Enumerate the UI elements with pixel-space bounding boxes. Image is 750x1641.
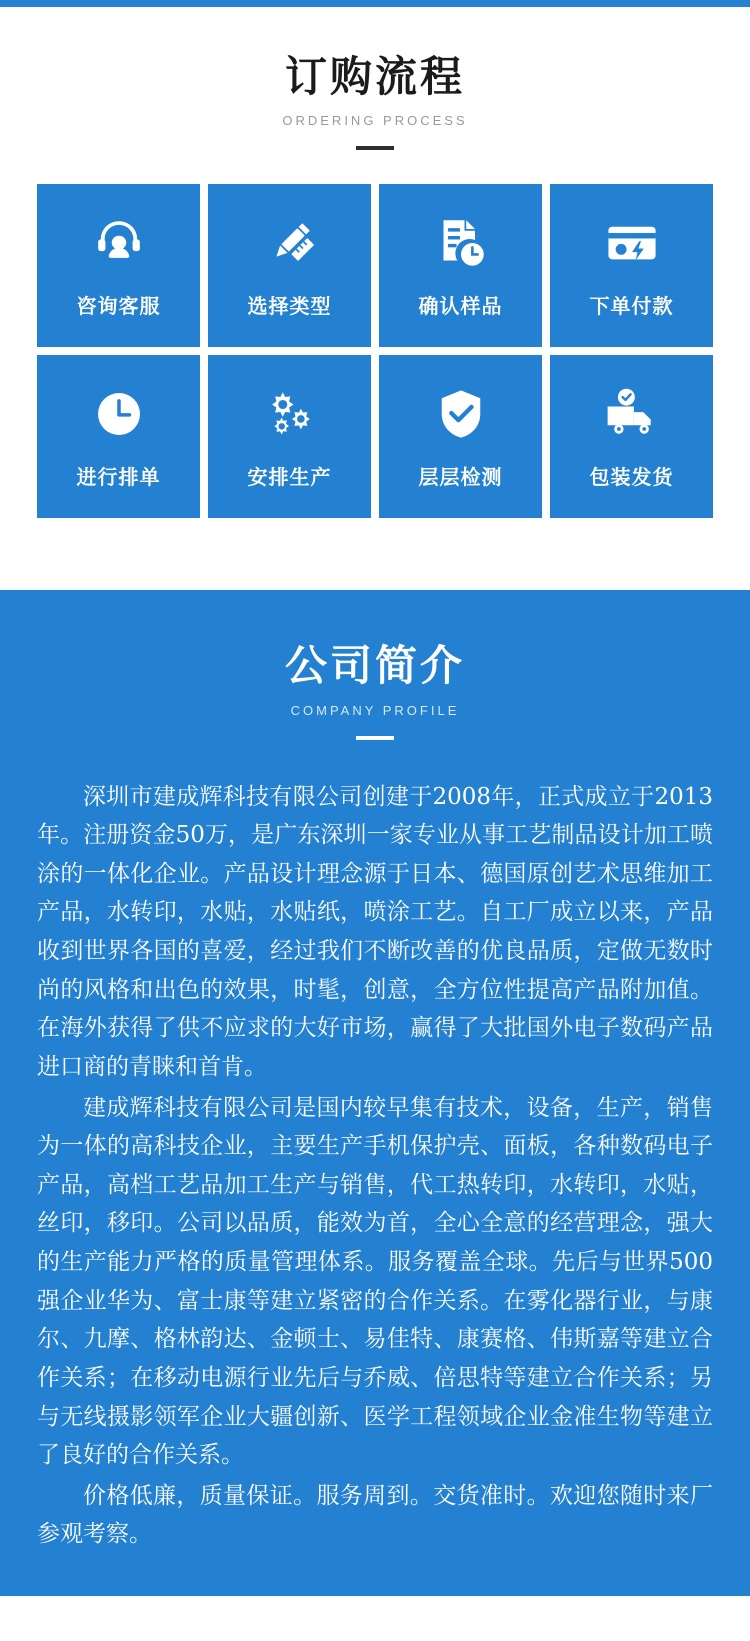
top-accent-rule: [0, 0, 750, 7]
gears-icon: [259, 383, 321, 445]
process-step-5[interactable]: [37, 355, 200, 518]
page-subtitle: ORDERING PROCESS: [282, 113, 468, 129]
process-step-label: 安排生产: [247, 467, 332, 490]
process-step-label: 下单付款: [589, 296, 674, 319]
ordering-process-section: [0, 7, 750, 566]
profile-text: [37, 778, 713, 1555]
headset-support-icon: [88, 212, 150, 274]
process-step-label: 层层检测: [418, 467, 503, 490]
profile-paragraph: 价格低廉，质量保证。服务周到。交货准时。欢迎您随时来厂参观考察。: [37, 1482, 713, 1548]
process-step-1[interactable]: [37, 184, 200, 347]
shield-check-icon: [430, 383, 492, 445]
process-step-label: 咨询客服: [76, 296, 161, 319]
process-tile-grid: [37, 184, 713, 518]
process-step-6[interactable]: [208, 355, 371, 518]
document-clock-icon: [430, 212, 492, 274]
title-divider: [356, 146, 394, 150]
profile-title: 公司简介: [284, 642, 465, 690]
process-step-4[interactable]: [550, 184, 713, 347]
clock-icon: [88, 383, 150, 445]
page-title: 订购流程: [284, 53, 465, 100]
process-step-label: 选择类型: [247, 296, 332, 319]
profile-paragraph: 深圳市建成辉科技有限公司创建于2008年，正式成立于2013年。注册资金50万，是广东深圳一家专业从事工艺制品设计加工喷涂的一体化企业。产品设计理念源于日本、德国原创艺术思维加工产品，水转印，水贴，水贴纸，喷涂工艺。自工厂成立以来，产品收到世界各国的喜爱，经过我们不断改善的优良品质，定做无数时尚的风格和出色的效果，时髦，创意，全方位性提高产品附加值。在海外获得了供不应求的大好市场，赢得了大批国外电子数码产品进口商的青睐和首肯。: [37, 783, 713, 1080]
process-step-2[interactable]: [208, 184, 371, 347]
profile-subtitle: COMPANY PROFILE: [290, 702, 460, 718]
card-payment-icon: [601, 212, 663, 274]
process-step-7[interactable]: [379, 355, 542, 518]
process-step-label: 确认样品: [418, 296, 503, 319]
profile-divider: [356, 736, 394, 740]
profile-paragraph: 建成辉科技有限公司是国内较早集有技术，设备，生产，销售为一体的高科技企业，主要生产手机保护壳、面板，各种数码电子产品，高档工艺品加工生产与销售，代工热转印，水转印，水贴，丝印，移印。公司以品质，能效为首，全心全意的经营理念，强大的生产能力严格的质量管理体系。服务覆盖全球。先后与世界500强企业华为、富士康等建立紧密的合作关系。在雾化器行业，与康尔、九摩、格林韵达、金顿士、易佳特、康赛格、伟斯嘉等建立合作关系；在移动电源行业先后与乔威、倍思特等建立合作关系；另与无线摄影领军企业大疆创新、医学工程领域企业金准生物等建立了良好的合作关系。: [37, 1094, 713, 1469]
company-profile-section: [0, 590, 750, 1596]
process-step-8[interactable]: [550, 355, 713, 518]
pencil-ruler-icon: [259, 212, 321, 274]
process-step-label: 进行排单: [76, 467, 161, 490]
process-step-label: 包装发货: [589, 467, 674, 490]
delivery-truck-icon: [601, 383, 663, 445]
process-step-3[interactable]: [379, 184, 542, 347]
